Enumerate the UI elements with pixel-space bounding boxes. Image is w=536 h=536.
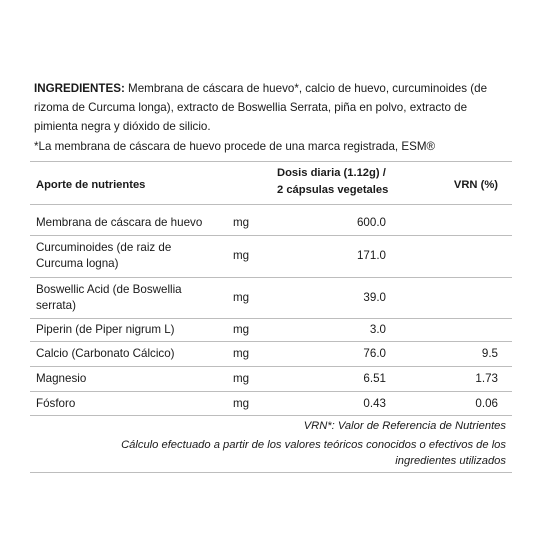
nutrient-name: Boswellic Acid (de Boswellia serrata) [36,283,182,312]
header-bottom-rule [30,204,512,205]
table-top-rule [30,161,512,162]
nutrient-name: Fósforo [36,397,76,410]
table-row [0,278,536,318]
nutrient-value: 3.0 [369,323,386,336]
calculation-note-line2: ingredientes utilizados [395,455,506,467]
ingredients-text: Membrana de cáscara de huevo*, calcio de huevo, curcuminoides (de rizoma de Curcuma longa), extracto de Boswellia Serrata, piña en polvo, extracto de pimienta negra y dióxido de silicio. [34,82,488,133]
nutrient-unit: mg [233,291,250,304]
nutrient-unit: mg [233,216,250,229]
header-vrn: VRN (%) [453,179,498,191]
table-row [0,342,536,365]
nutrient-name: Calcio (Carbonato Cálcico) [36,347,175,360]
header-dose [277,165,427,199]
header-dose-line1: Dosis diaria (1.12g) / [277,167,386,179]
nutrient-vrn: 9.5 [481,347,498,360]
nutrient-name: Piperin (de Piper nigrum L) [36,323,175,336]
nutrient-unit: mg [233,347,250,360]
nutrient-unit: mg [233,372,250,385]
nutrient-name: Curcuminoides (de raiz de Curcuma logna) [36,241,172,270]
table-row [0,367,536,391]
nutrient-value: 600.0 [356,216,386,229]
header-dose-line2: 2 cápsulas vegetales [277,184,389,196]
nutrient-value: 39.0 [363,291,386,304]
nutrient-value: 6.51 [363,372,386,385]
table-row [0,319,536,341]
vrn-definition: VRN*: Valor de Referencia de Nutrientes [303,420,506,432]
nutrient-unit: mg [233,249,250,262]
nutrient-value: 0.43 [363,397,386,410]
trademark-note: *La membrana de cáscara de huevo procede de una marca registrada, ESM® [34,140,436,153]
nutrient-vrn: 1.73 [475,372,498,385]
table-row [0,392,536,415]
nutrient-name: Magnesio [36,372,87,385]
row-divider [30,415,512,416]
table-row [0,210,536,234]
table-bottom-rule [30,472,512,473]
table-row [0,236,536,276]
nutrient-unit: mg [233,323,250,336]
calculation-note-line1: Cálculo efectuado a partir de los valores teóricos conocidos o efectivos de los [121,439,506,451]
ingredients-paragraph [34,79,504,136]
nutrient-name: Membrana de cáscara de huevo [36,216,203,229]
nutrient-value: 171.0 [356,249,386,262]
nutrient-value: 76.0 [363,347,386,360]
nutrient-vrn: 0.06 [475,397,498,410]
ingredients-heading: INGREDIENTES: [34,82,125,95]
header-aporte: Aporte de nutrientes [36,179,146,191]
nutrient-unit: mg [233,397,250,410]
